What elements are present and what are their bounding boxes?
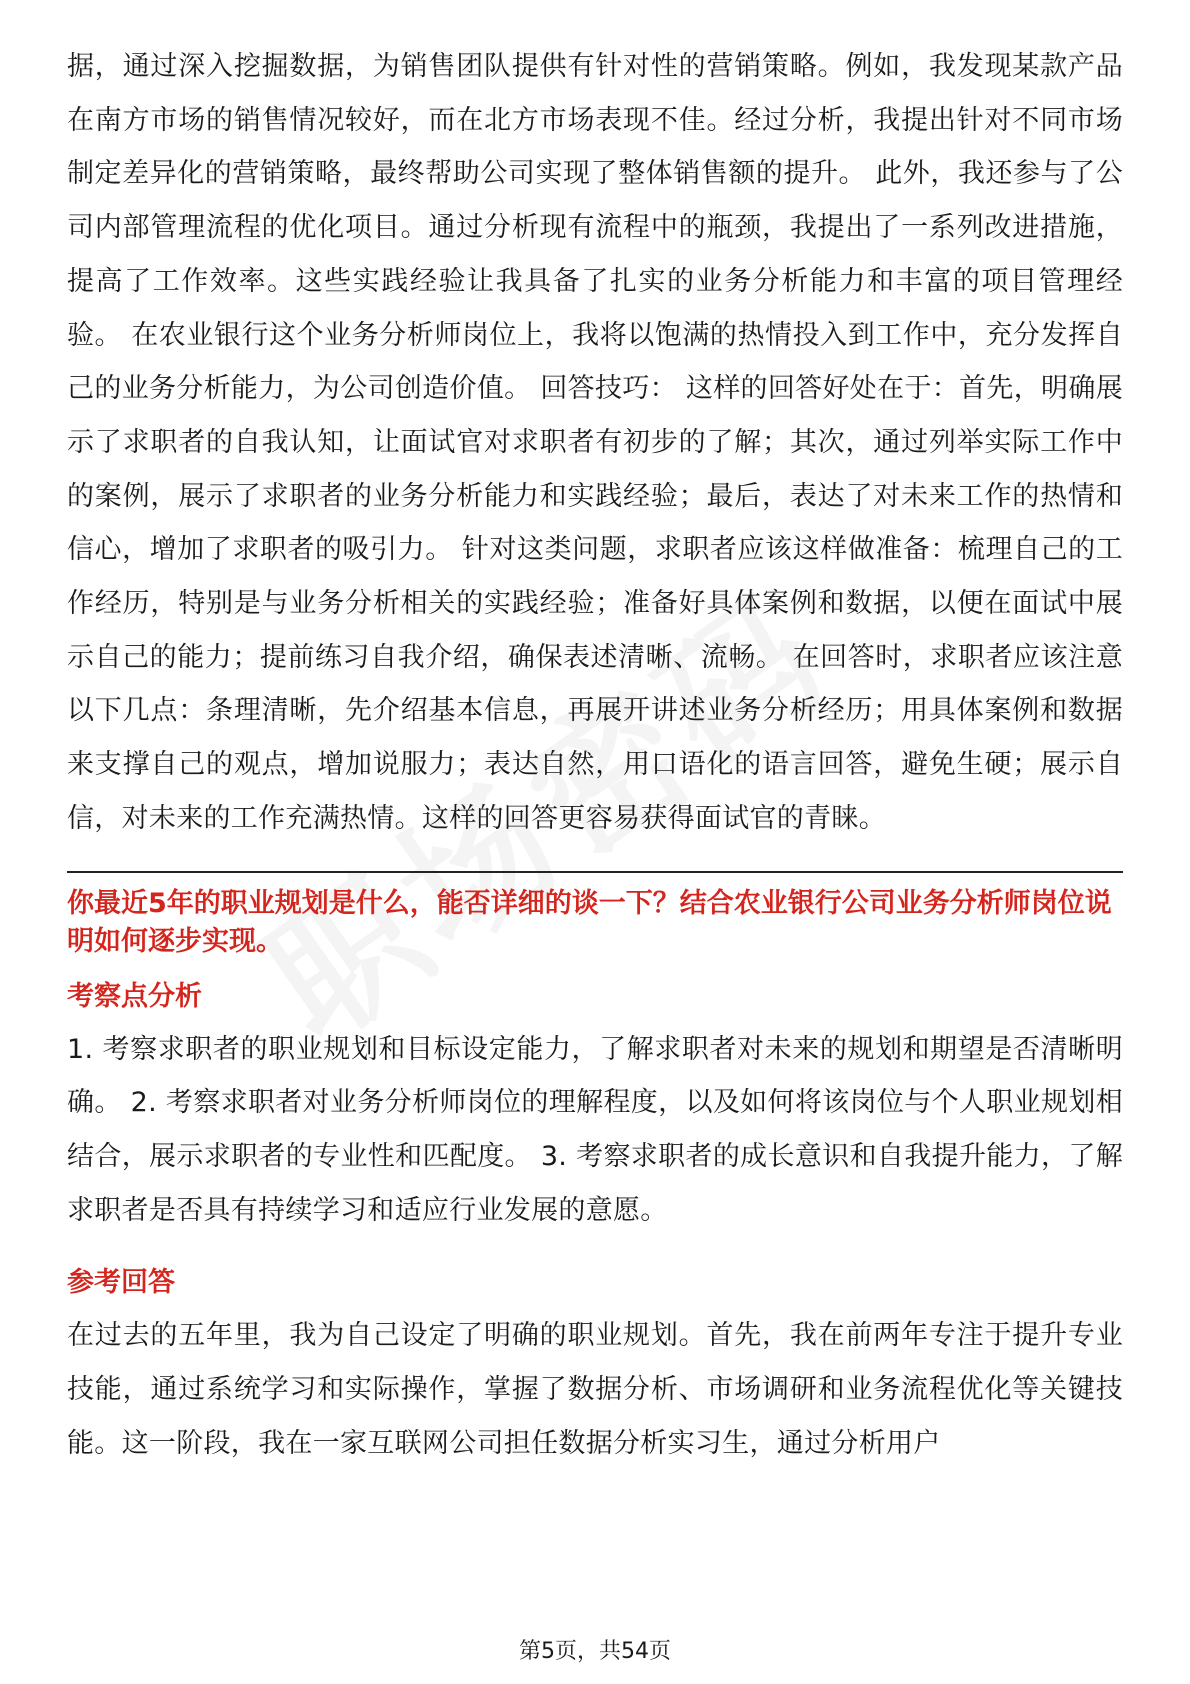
- question-heading: 你最近5年的职业规划是什么，能否详细的谈一下？结合农业银行公司业务分析师岗位说明如何逐步实现。: [67, 887, 1112, 957]
- page-content: [67, 40, 1123, 1470]
- reference-answer-heading: 参考回答: [67, 1267, 175, 1299]
- analysis-text: 1. 考察求职者的职业规划和目标设定能力，了解求职者对未来的规划和期望是否清晰明确。 2. 考察求职者对业务分析师岗位的理解程度，以及如何将该岗位与个人职业规划相结合，展示求职者的专业性和匹配度。 3. 考察求职者的成长意识和自我提升能力，了解求职者是否具有持续学习和适应行业发展的意愿。: [67, 1033, 1123, 1226]
- page-number: 第5页，共54页: [519, 1639, 671, 1664]
- reference-answer-text: 在过去的五年里，我为自己设定了明确的职业规划。首先，我在前两年专注于提升专业技能，通过系统学习和实际操作，掌握了数据分析、市场调研和业务流程优化等关键技能。这一阶段，我在一家互联网公司担任数据分析实习生，通过分析用户: [67, 1320, 1123, 1459]
- analysis-heading: 考察点分析: [67, 980, 202, 1012]
- continued-answer-text: 据，通过深入挖掘数据，为销售团队提供有针对性的营销策略。例如，我发现某款产品在南方市场的销售情况较好，而在北方市场表现不佳。经过分析，我提出针对不同市场制定差异化的营销策略，最终帮助公司实现了整体销售额的提升。 此外，我还参与了公司内部管理流程的优化项目。通过分析现有流程中的瓶颈，我提出了一系列改进措施，提高了工作效率。这些实践经验让我具备了扎实的业务分析能力和丰富的项目管理经验。 在农业银行这个业务分析师岗位上，我将以饱满的热情投入到工作中，充分发挥自己的业务分析能力，为公司创造价值。 回答技巧： 这样的回答好处在于：首先，明确展示了求职者的自我认知，让面试官对求职者有初步的了解；其次，通过列举实际工作中的案例，展示了求职者的业务分析能力和实践经验；最后，表达了对未来工作的热情和信心，增加了求职者的吸引力。 针对这类问题，求职者应该这样做准备：梳理自己的工作经历，特别是与业务分析相关的实践经验；准备好具体案例和数据，以便在面试中展示自己的能力；提前练习自我介绍，确保表述清晰、流畅。 在回答时，求职者应该注意以下几点：条理清晰，先介绍基本信息，再展开讲述业务分析经历；用具体案例和数据来支撑自己的观点，增加说服力；表达自然，用口语化的语言回答，避免生硬；展示自信，对未来的工作充满热情。这样的回答更容易获得面试官的青睐。: [67, 51, 1123, 834]
- section-divider: [67, 871, 1123, 873]
